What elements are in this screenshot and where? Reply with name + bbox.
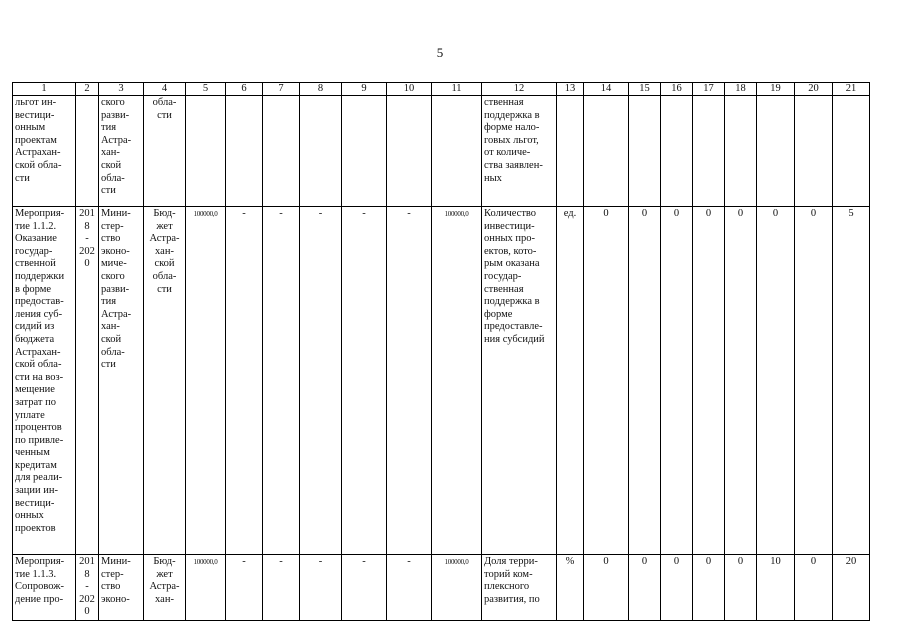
funding-source: Бюд- жет Астра- хан- ской обла- сти [144, 207, 186, 555]
indicator-value [693, 96, 725, 207]
funding-cell: - [342, 555, 387, 621]
funding-cell: - [387, 207, 432, 555]
indicator-value [661, 96, 693, 207]
indicator-value: 20 [833, 555, 870, 621]
funding-cell: - [387, 555, 432, 621]
col-header: 14 [584, 83, 629, 96]
indicator-value: 0 [661, 555, 693, 621]
col-header: 9 [342, 83, 387, 96]
indicator-value: 0 [795, 555, 833, 621]
funding-cell [300, 96, 342, 207]
col-header: 1 [13, 83, 76, 96]
measure-name: Мероприя- тие 1.1.2. Оказание государ- ственной поддержки в форме предостав- ления суб- сидий из бюджета Астрахан- ской обла- сти на воз- мещение затрат по уплате процентов по привле- ченным кредитам для реали- зации ин- вестици- онных проектов [13, 207, 76, 555]
col-header: 18 [725, 83, 757, 96]
indicator-value: 0 [725, 207, 757, 555]
col-header: 6 [226, 83, 263, 96]
unit: % [557, 555, 584, 621]
indicator-value: 0 [795, 207, 833, 555]
col-header: 4 [144, 83, 186, 96]
indicator-value [757, 96, 795, 207]
col-header: 10 [387, 83, 432, 96]
funding-cell: - [342, 207, 387, 555]
indicator-text: Количество инвестици- онных про- ектов, кото- рым оказана государ- ственная поддержка в форме предоставле- ния субсидий [482, 207, 557, 555]
funding-cell: - [300, 207, 342, 555]
indicator-value: 0 [725, 555, 757, 621]
funding-total [186, 96, 226, 207]
period [76, 96, 99, 207]
col-header: 15 [629, 83, 661, 96]
col-header: 7 [263, 83, 300, 96]
period: 2018 - 2020 [76, 207, 99, 555]
funding-cell [263, 96, 300, 207]
funding-source: Бюд- жет Астра- хан- [144, 555, 186, 621]
executor: Мини- стер- ство эконо- [99, 555, 144, 621]
col-header: 12 [482, 83, 557, 96]
unit: ед. [557, 207, 584, 555]
funding-cell [387, 96, 432, 207]
indicator-text: Доля терри- торий ком- плексного развития, по [482, 555, 557, 621]
indicator-value: 5 [833, 207, 870, 555]
funding-total: 100000,0 [186, 207, 226, 555]
column-number-row [13, 83, 870, 96]
table-row [13, 96, 870, 207]
indicator-value [795, 96, 833, 207]
funding-source: обла- сти [144, 96, 186, 207]
indicator-value [629, 96, 661, 207]
funding-total: 100000,0 [432, 207, 482, 555]
funding-total [432, 96, 482, 207]
indicator-value: 0 [629, 207, 661, 555]
col-header: 3 [99, 83, 144, 96]
col-header: 2 [76, 83, 99, 96]
funding-total: 100000,0 [186, 555, 226, 621]
indicator-value: 0 [584, 207, 629, 555]
indicator-value: 0 [693, 555, 725, 621]
col-header: 17 [693, 83, 725, 96]
col-header: 13 [557, 83, 584, 96]
funding-cell [226, 96, 263, 207]
funding-cell: - [226, 555, 263, 621]
col-header: 5 [186, 83, 226, 96]
unit [557, 96, 584, 207]
indicator-value [584, 96, 629, 207]
indicator-value: 0 [629, 555, 661, 621]
indicator-value: 0 [584, 555, 629, 621]
measure-name: льгот ин- вестици- онным проектам Астрахан- ской обла- сти [13, 96, 76, 207]
executor: Мини- стер- ство эконо- миче- ского разви- тия Астра- хан- ской обла- сти [99, 207, 144, 555]
executor: ского разви- тия Астра- хан- ской обла- сти [99, 96, 144, 207]
indicator-value: 0 [693, 207, 725, 555]
col-header: 11 [432, 83, 482, 96]
indicator-text: ственная поддержка в форме нало- говых льгот, от количе- ства заявлен- ных [482, 96, 557, 207]
page-number: 5 [436, 45, 444, 60]
col-header: 21 [833, 83, 870, 96]
indicator-value: 0 [661, 207, 693, 555]
indicator-value: 10 [757, 555, 795, 621]
funding-total: 100000,0 [432, 555, 482, 621]
col-header: 20 [795, 83, 833, 96]
program-table [12, 82, 870, 621]
funding-cell: - [300, 555, 342, 621]
col-header: 16 [661, 83, 693, 96]
measure-name: Мероприя- тие 1.1.3. Сопровож- дение про- [13, 555, 76, 621]
indicator-value: 0 [757, 207, 795, 555]
funding-cell: - [263, 555, 300, 621]
funding-cell: - [226, 207, 263, 555]
indicator-value [833, 96, 870, 207]
period: 2018 - 2020 [76, 555, 99, 621]
funding-cell: - [263, 207, 300, 555]
col-header: 8 [300, 83, 342, 96]
indicator-value [725, 96, 757, 207]
funding-cell [342, 96, 387, 207]
table-row [13, 207, 870, 555]
table-row [13, 555, 870, 621]
col-header: 19 [757, 83, 795, 96]
